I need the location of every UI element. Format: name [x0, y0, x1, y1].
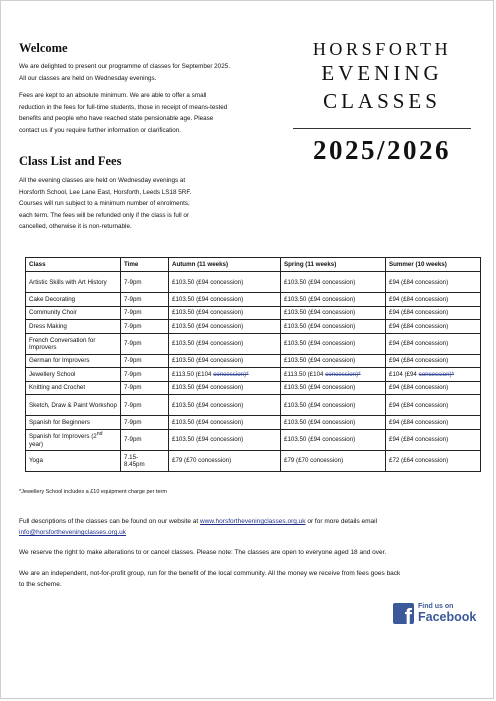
table-row	[26, 429, 481, 450]
fee-autumn: £103.50 (£94 concession)	[169, 416, 281, 430]
fee-autumn: £103.50 (£94 concession)	[169, 306, 281, 320]
col-header-time: Time	[121, 258, 169, 272]
fee-spring: £103.50 (£94 concession)	[281, 354, 386, 368]
class-time: 7-9pm	[121, 293, 169, 307]
class-time: 7-9pm	[121, 429, 169, 450]
email-link[interactable]: info@horsfortheveningclasses.org.uk	[19, 529, 127, 537]
class-name: Jewellery School	[26, 368, 121, 382]
fee-summer: £94 (£84 concession)	[386, 272, 481, 293]
fee-summer: £94 (£84 concession)	[386, 293, 481, 307]
class-table	[25, 257, 481, 472]
facebook-badge[interactable]	[393, 603, 476, 624]
table-row	[26, 293, 481, 307]
class-name: Community Choir	[26, 306, 121, 320]
table-row	[26, 368, 481, 382]
fee-spring: £103.50 (£94 concession)	[281, 333, 386, 354]
fee-spring: £79 (£70 concession)	[281, 450, 386, 471]
class-name: Artistic Skills with Art History	[26, 272, 121, 293]
table-row	[26, 333, 481, 354]
footer-reserve: We reserve the right to make alterations to or cancel classes. Please note: The classes are open to everyone aged 18 and over.	[19, 549, 387, 556]
fee-autumn: £103.50 (£94 concession)	[169, 354, 281, 368]
table-row	[26, 395, 481, 416]
class-name: Knitting and Crochet	[26, 381, 121, 395]
fee-summer: £94 (£84 concession)	[386, 333, 481, 354]
fee-spring: £103.50 (£94 concession)	[281, 395, 386, 416]
class-time: 7.15- 8.45pm	[121, 450, 169, 471]
fee-autumn: £103.50 (£94 concession)	[169, 395, 281, 416]
table-row	[26, 354, 481, 368]
fees-title: Class List and Fees	[19, 154, 122, 168]
fee-spring: £103.50 (£94 concession)	[281, 293, 386, 307]
class-name: Spanish for Beginners	[26, 416, 121, 430]
table-row	[26, 416, 481, 430]
brand-year: 2025/2026	[312, 135, 451, 165]
brand-line-2: EVENING	[321, 61, 443, 85]
fee-summer: £72 (£64 concession)	[386, 450, 481, 471]
fee-summer: £94 (£84 concession)	[386, 416, 481, 430]
col-header-summer: Summer (10 weeks)	[386, 258, 481, 272]
col-header-class: Class	[26, 258, 121, 272]
fee-spring: £113.50 (£104 concession)*	[281, 368, 386, 382]
struck-text: concession)*	[213, 370, 249, 378]
col-header-autumn: Autumn (11 weeks)	[169, 258, 281, 272]
brand-title	[291, 39, 473, 115]
fee-autumn: £103.50 (£94 concession)	[169, 272, 281, 293]
fee-spring: £103.50 (£94 concession)	[281, 306, 386, 320]
table-header-row	[26, 258, 481, 272]
fee-spring: £103.50 (£94 concession)	[281, 429, 386, 450]
table-row	[26, 450, 481, 471]
facebook-icon: f	[393, 603, 414, 624]
footer-independent: We are an independent, not-for-profit group, run for the benefit of the local community. All the money we receive from fees goes back to the scheme.	[19, 570, 401, 589]
fee-summer: £104 (£94 concession)*	[386, 368, 481, 382]
fee-autumn: £79 (£70 concession)	[169, 450, 281, 471]
fee-spring: £103.50 (£94 concession)	[281, 272, 386, 293]
class-name: Dress Making	[26, 320, 121, 334]
fee-spring: £103.50 (£94 concession)	[281, 381, 386, 395]
table-row	[26, 272, 481, 293]
fee-summer: £94 (£84 concession)	[386, 429, 481, 450]
table-row	[26, 381, 481, 395]
fee-spring: £103.50 (£94 concession)	[281, 416, 386, 430]
fee-autumn: £103.50 (£94 concession)	[169, 333, 281, 354]
welcome-intro: We are delighted to present our programme of classes for September 2025. All our classes are held on Wednesday evenings.	[19, 63, 230, 82]
class-name: Spanish for Improvers (2nd year)	[26, 429, 121, 450]
struck-text: concession)*	[418, 370, 455, 378]
col-header-spring: Spring (11 weeks)	[281, 258, 386, 272]
class-time: 7-9pm	[121, 354, 169, 368]
footer-description: Full descriptions of the classes can be found on our website at www.horsfortheveningclasses.org.uk or for more details email info@horsfortheveningclasses.org.uk	[19, 518, 378, 537]
fee-summer: £94 (£84 concession)	[386, 320, 481, 334]
fee-autumn: £103.50 (£94 concession)	[169, 320, 281, 334]
fee-autumn: £103.50 (£94 concession)	[169, 429, 281, 450]
class-name: Yoga	[26, 450, 121, 471]
class-name: Cake Decorating	[26, 293, 121, 307]
welcome-fees-text: Fees are kept to an absolute minimum. We are able to offer a small reduction in the fees for full-time students, those in receipt of means-tested benefits and people who have reached state pensionable age. Please contact us if you require further information or clarification.	[19, 92, 228, 134]
class-time: 7-9pm	[121, 333, 169, 354]
fee-summer: £94 (£84 concession)	[386, 381, 481, 395]
table-row	[26, 306, 481, 320]
class-name: French Conversation for Improvers	[26, 333, 121, 354]
fees-text: All the evening classes are held on Wednesday evenings at Horsforth School, Lee Lane East, Horsforth, Leeds LS18 5RF. Courses will run subject to a minimum number of enrolments, each term. The fees will be refunded only if the class is full or cancelled, otherwise it is non-returnable.	[19, 177, 192, 231]
fee-summer: £94 (£84 concession)	[386, 354, 481, 368]
table-row	[26, 320, 481, 334]
class-time: 7-9pm	[121, 381, 169, 395]
fee-autumn: £113.50 (£104 concession)*	[169, 368, 281, 382]
fee-autumn: £103.50 (£94 concession)	[169, 293, 281, 307]
fee-spring: £103.50 (£94 concession)	[281, 320, 386, 334]
class-time: 7-9pm	[121, 395, 169, 416]
class-time: 7-9pm	[121, 416, 169, 430]
table-footnote: *Jewellery School includes a £10 equipment charge per term	[19, 489, 167, 495]
class-name: Sketch, Draw & Paint Workshop	[26, 395, 121, 416]
class-time: 7-9pm	[121, 306, 169, 320]
welcome-title: Welcome	[19, 41, 68, 55]
fee-summer: £94 (£84 concession)	[386, 395, 481, 416]
struck-text: concession)*	[325, 370, 361, 378]
brand-divider	[293, 128, 471, 129]
class-time: 7-9pm	[121, 320, 169, 334]
facebook-text: Find us on Facebook	[418, 603, 477, 624]
brand-line-3: CLASSES	[323, 89, 441, 113]
brand-line-1: HORSFORTH	[312, 39, 452, 59]
class-name: German for Improvers	[26, 354, 121, 368]
fee-autumn: £103.50 (£94 concession)	[169, 381, 281, 395]
fee-summer: £94 (£84 concession)	[386, 306, 481, 320]
class-time: 7-9pm	[121, 368, 169, 382]
class-time: 7-9pm	[121, 272, 169, 293]
website-link[interactable]: www.horsfortheveningclasses.org.uk	[200, 518, 306, 525]
